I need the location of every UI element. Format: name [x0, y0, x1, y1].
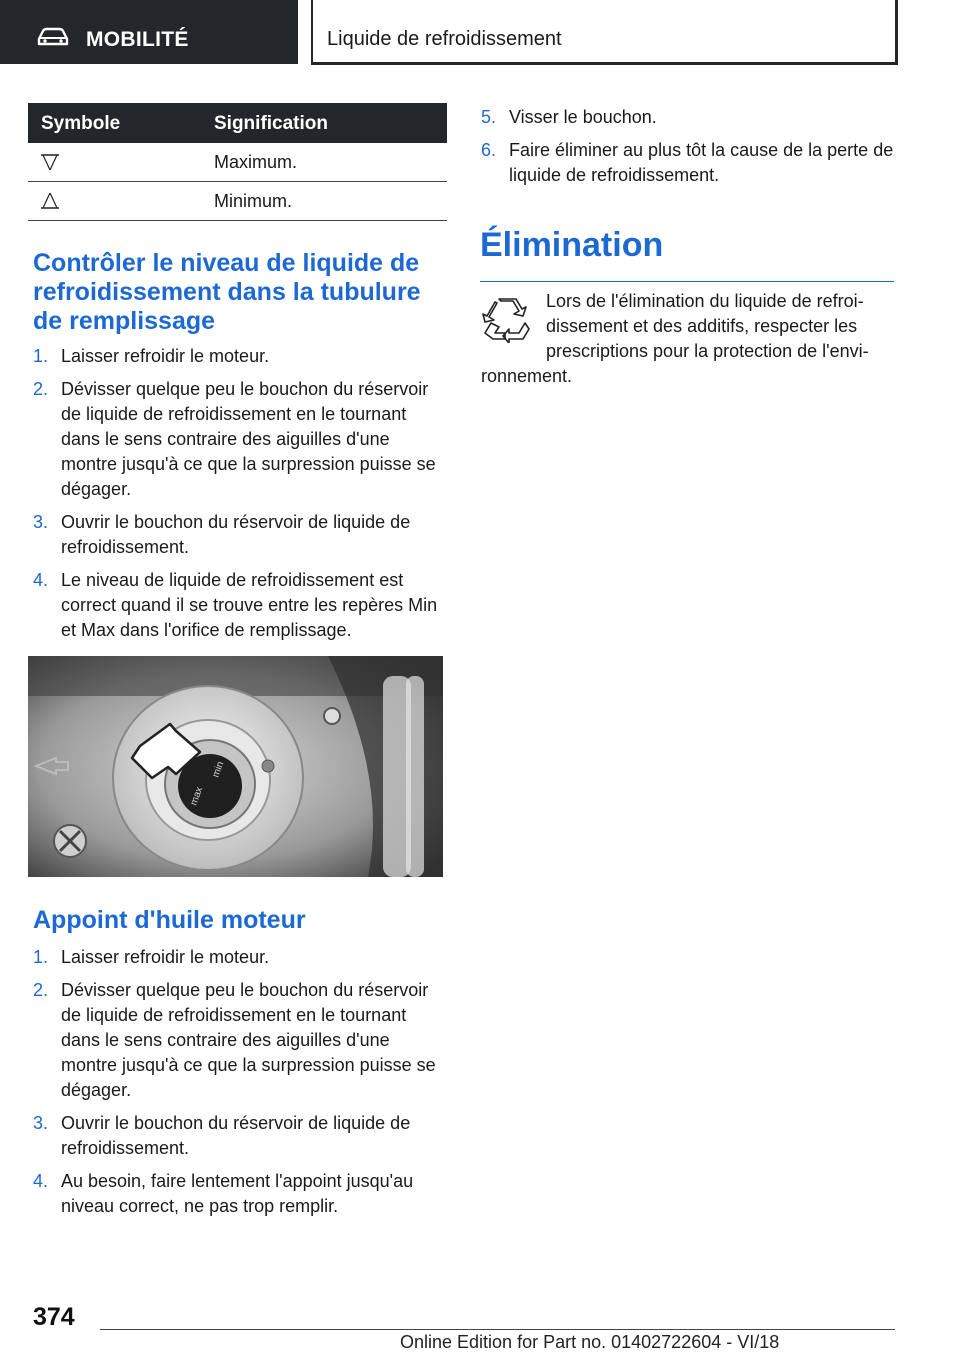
elimination-heading: Élimination — [480, 225, 894, 282]
car-icon — [36, 27, 70, 52]
list-item: 3. Ouvrir le bouchon du réservoir de liquide de refroidissement. — [33, 1113, 411, 1158]
max-mark-icon — [40, 153, 60, 176]
chapter-title: Liquide de refroidissement — [327, 28, 562, 50]
min-label: min — [210, 760, 227, 780]
list-item: 3. Ouvrir le bouchon du réservoir de liquide de refroidissement. — [33, 512, 411, 557]
page-number: 374 — [33, 1303, 75, 1331]
meaning-max: Maximum. — [214, 152, 298, 172]
list-item: 6. Faire éliminer au plus tôt la cause de la perte de liquide de refroidissement. — [481, 140, 894, 185]
meaning-min: Minimum. — [214, 191, 293, 211]
list-item: 2. Dévisser quelque peu le bouchon du réservoir de liquide de refroidissement en le tournant dans le sens contraire des aiguilles d'une montre jusqu'à ce que la surpression puisse se dégager. — [33, 379, 436, 499]
list-item: 5. Visser le bouchon. — [481, 107, 657, 127]
min-mark-icon — [40, 192, 60, 215]
continued-steps-list — [481, 105, 895, 196]
column-header-meaning: Signification — [214, 113, 328, 134]
edition-text: Online Edition for Part no. 01402722604 - VI/18 — [400, 1332, 780, 1352]
max-label: max — [188, 785, 206, 808]
check-steps-list — [33, 344, 441, 651]
footer-divider — [100, 1329, 895, 1330]
table-header — [28, 103, 447, 143]
section-tab — [0, 0, 298, 64]
elimination-text: Lors de l'élimination du liquide de refroidissement et des additifs, respecter les prescriptions pour la protection de l'environnement. — [481, 291, 869, 386]
section-label: MOBILITÉ — [86, 28, 189, 51]
check-coolant-heading: Contrôler le niveau de liquide de refroidissement dans la tubulure de remplissage — [33, 249, 421, 335]
oil-steps-list — [33, 945, 441, 1227]
list-item: 2. Dévisser quelque peu le bouchon du réservoir de liquide de refroidissement en le tournant dans le sens contraire des aiguilles d'une montre jusqu'à ce que la surpression puisse se dégager. — [33, 980, 436, 1100]
elimination-note — [481, 289, 895, 389]
table-row — [28, 143, 447, 182]
table-row — [28, 182, 447, 221]
add-oil-heading: Appoint d'huile moteur — [33, 906, 306, 934]
chapter-header — [311, 0, 898, 65]
filler-neck-photo — [28, 656, 443, 877]
list-item: 4. Le niveau de liquide de refroidissement est correct quand il se trouve entre les repères Min et Max dans l'orifice de remplissage. — [33, 570, 438, 640]
list-item: 1. Laisser refroidir le moteur. — [33, 947, 270, 967]
list-item: 4. Au besoin, faire lentement l'appoint jusqu'au niveau correct, ne pas trop remplir. — [33, 1171, 414, 1216]
column-header-symbol: Symbole — [41, 113, 121, 134]
recycle-icon — [481, 289, 546, 364]
symbol-table — [28, 103, 447, 221]
list-item: 1. Laisser refroidir le moteur. — [33, 346, 270, 366]
